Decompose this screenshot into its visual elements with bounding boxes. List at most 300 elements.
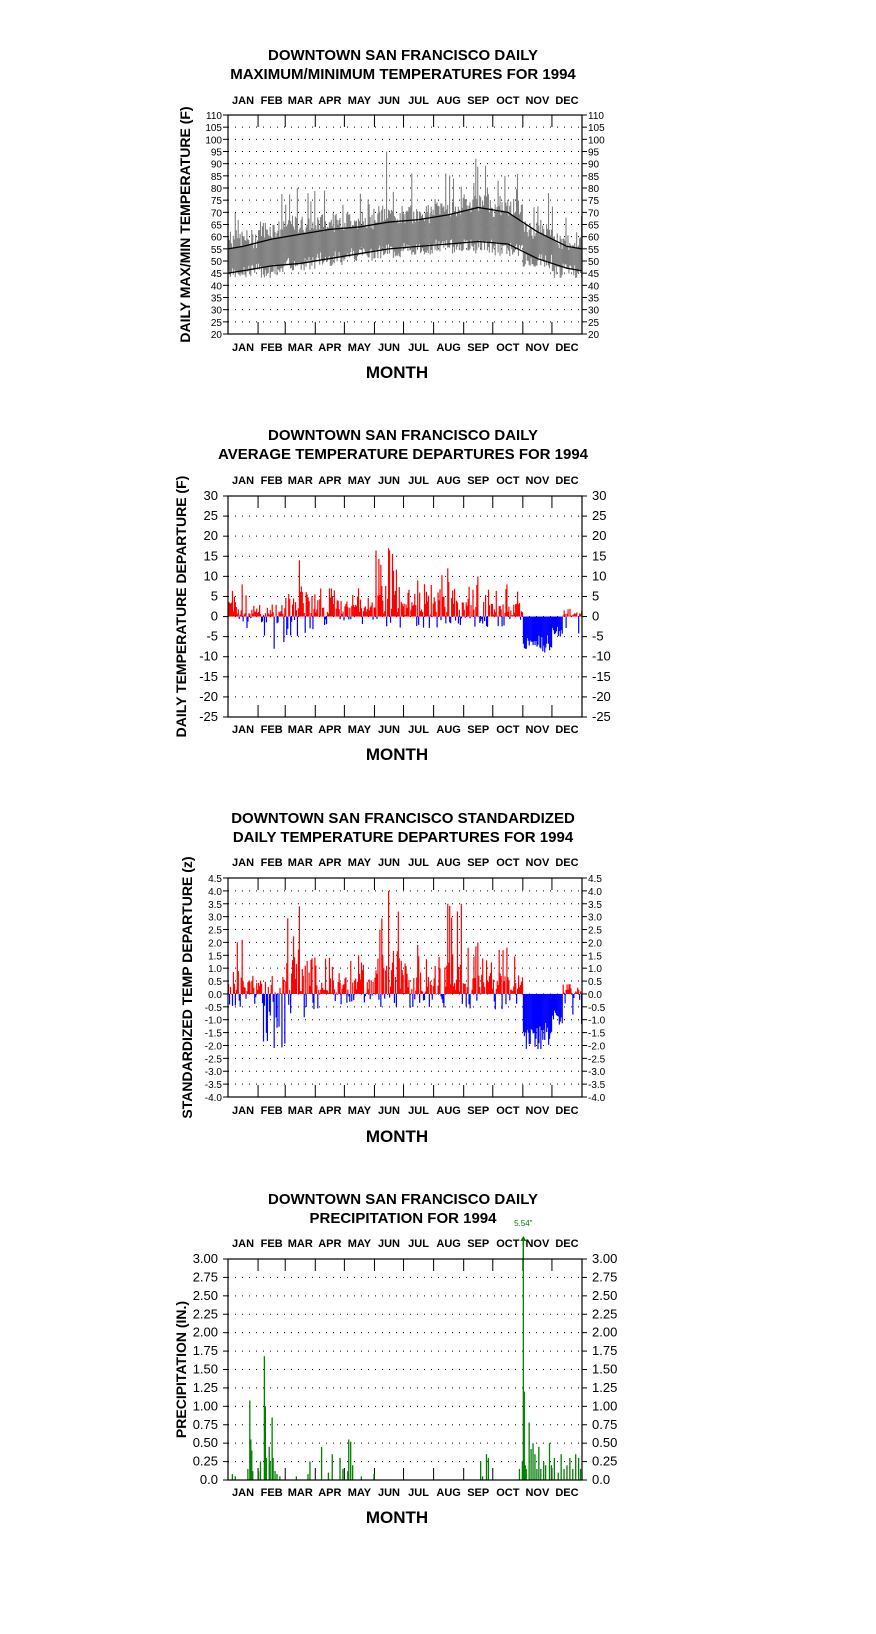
y-tick-label-left: 20 bbox=[203, 528, 218, 544]
departure-bar-positive bbox=[501, 609, 502, 616]
departure-bar-negative bbox=[495, 994, 496, 1009]
departure-bar-negative bbox=[432, 617, 433, 618]
month-label-bottom: FEB bbox=[260, 1487, 283, 1499]
y-tick-label-right: 25 bbox=[592, 508, 607, 524]
y-tick-label-left: 0.25 bbox=[192, 1453, 218, 1469]
departure-bar-positive bbox=[578, 990, 579, 994]
month-label-bottom: DEC bbox=[555, 1105, 579, 1117]
departure-bar-negative bbox=[484, 617, 485, 622]
y-tick-label-left: 30 bbox=[203, 488, 218, 503]
departure-bar-negative bbox=[351, 994, 352, 1002]
departure-bar-positive bbox=[519, 603, 520, 616]
chart-1 bbox=[177, 47, 605, 382]
x-axis-label: MONTH bbox=[365, 363, 429, 382]
departure-bar-positive bbox=[372, 602, 373, 616]
month-label-bottom: FEB bbox=[260, 724, 283, 736]
departure-bar-positive bbox=[263, 615, 264, 617]
departure-bar-positive bbox=[563, 985, 564, 994]
departure-bar-negative bbox=[309, 617, 310, 629]
departure-bar-positive bbox=[307, 961, 308, 994]
month-label-top: FEB bbox=[260, 1238, 283, 1250]
departure-bar-positive bbox=[268, 987, 269, 994]
departure-bar-positive bbox=[504, 976, 505, 994]
departure-bar-negative bbox=[297, 617, 298, 636]
y-tick-label-right: 1.75 bbox=[592, 1343, 618, 1359]
departure-bar-negative bbox=[573, 994, 574, 998]
departure-bar-negative bbox=[317, 994, 318, 1008]
month-label-top: AUG bbox=[436, 857, 461, 869]
departure-bar-negative bbox=[343, 617, 344, 621]
departure-bar-negative bbox=[509, 994, 510, 1000]
month-label-top: MAR bbox=[287, 95, 313, 107]
departure-bar-negative bbox=[290, 994, 291, 1013]
y-tick-label-right: 20 bbox=[588, 330, 600, 341]
departure-bar-positive bbox=[502, 604, 503, 616]
departure-bar-positive bbox=[576, 612, 577, 616]
y-tick-label-right: 70 bbox=[588, 208, 600, 220]
departure-bar-negative bbox=[466, 994, 467, 1006]
departure-bar-negative bbox=[281, 994, 282, 1047]
departure-bar-positive bbox=[457, 602, 458, 616]
departure-bar-negative bbox=[229, 994, 230, 1004]
departure-bar-negative bbox=[378, 994, 379, 1000]
y-tick-label-right: -1.0 bbox=[588, 1015, 606, 1027]
month-label-bottom: FEB bbox=[260, 342, 283, 354]
departure-bar-negative bbox=[579, 994, 580, 1000]
month-label-top: APR bbox=[318, 857, 342, 869]
departure-bar-negative bbox=[380, 994, 381, 1007]
departure-bar-positive bbox=[272, 976, 273, 994]
departure-bar-positive bbox=[522, 612, 523, 616]
departure-bar-positive bbox=[336, 992, 337, 994]
departure-bar-negative bbox=[235, 994, 236, 1006]
departure-bar-negative bbox=[340, 617, 341, 620]
departure-bar-positive bbox=[439, 968, 440, 994]
departure-bar-negative bbox=[362, 617, 363, 624]
departure-bar-negative bbox=[423, 617, 424, 628]
departure-bar-negative bbox=[455, 617, 456, 621]
month-label-top: AUG bbox=[436, 475, 461, 487]
y-tick-label-right: 0.50 bbox=[592, 1435, 618, 1451]
y-tick-label-left: 85 bbox=[210, 171, 222, 183]
y-tick-label-right: 2.50 bbox=[592, 1287, 618, 1303]
departure-bar-positive bbox=[508, 607, 509, 617]
y-tick-label-left: 100 bbox=[205, 135, 222, 147]
departure-bar-positive bbox=[275, 992, 276, 993]
chart-title-line-1: DOWNTOWN SAN FRANCISCO DAILY bbox=[268, 427, 538, 444]
departure-bar-negative bbox=[255, 994, 256, 997]
y-tick-label-left: 2.0 bbox=[208, 938, 222, 950]
departure-bar-positive bbox=[396, 570, 397, 617]
y-tick-label-right: 50 bbox=[588, 257, 600, 268]
chart-3 bbox=[179, 810, 606, 1146]
departure-bar-positive bbox=[303, 976, 304, 994]
y-tick-label-right: 2.75 bbox=[592, 1269, 618, 1285]
month-label-bottom: JUL bbox=[408, 1487, 429, 1499]
month-label-bottom: JAN bbox=[232, 1105, 255, 1117]
departure-bar-positive bbox=[395, 977, 396, 994]
y-tick-label-right: -5 bbox=[592, 628, 604, 644]
y-tick-label-right: 0 bbox=[592, 608, 600, 624]
month-label-top: JAN bbox=[232, 1238, 255, 1250]
y-tick-label-right: -0.5 bbox=[588, 1002, 606, 1014]
departure-bar-negative bbox=[353, 994, 354, 1000]
departure-bar-positive bbox=[289, 990, 290, 994]
departure-bar-negative bbox=[370, 994, 371, 999]
departure-bar-negative bbox=[520, 617, 521, 620]
month-label-top: SEP bbox=[467, 857, 490, 869]
y-tick-label-right: 3.0 bbox=[588, 912, 602, 924]
month-label-bottom: DEC bbox=[555, 1487, 579, 1499]
departure-bar-negative bbox=[349, 994, 350, 1002]
month-label-top: JAN bbox=[232, 857, 255, 869]
departure-bar-positive bbox=[393, 951, 394, 994]
departure-bar-positive bbox=[448, 582, 449, 617]
month-label-bottom: JUN bbox=[377, 1487, 401, 1499]
departure-bar-positive bbox=[458, 967, 459, 994]
month-label-bottom: JUN bbox=[377, 342, 401, 354]
y-tick-label-right: 45 bbox=[588, 269, 600, 281]
departure-bar-negative bbox=[458, 617, 459, 624]
departure-bar-positive bbox=[287, 918, 288, 994]
month-label-bottom: OCT bbox=[496, 724, 520, 736]
chart-title-line-2: AVERAGE TEMPERATURE DEPARTURES FOR 1994 bbox=[217, 446, 589, 463]
month-label-bottom: AUG bbox=[436, 1487, 461, 1499]
precip-annotation: 5.54" bbox=[514, 1219, 533, 1228]
y-tick-label-right: 1.0 bbox=[588, 964, 602, 976]
y-tick-label-right: 1.5 bbox=[588, 951, 602, 963]
month-label-top: MAR bbox=[287, 857, 313, 869]
chart-4 bbox=[173, 1191, 617, 1527]
y-tick-label-left: 75 bbox=[210, 196, 222, 208]
departure-bar-negative bbox=[278, 994, 279, 1027]
departure-bar-positive bbox=[501, 976, 502, 994]
y-tick-label-right: -1.5 bbox=[588, 1028, 606, 1040]
y-tick-label-left: 2.5 bbox=[208, 925, 222, 937]
month-label-bottom: MAY bbox=[347, 1487, 372, 1499]
month-label-top: JUN bbox=[377, 1238, 401, 1250]
y-tick-label-right: 3.00 bbox=[592, 1251, 618, 1266]
y-tick-label-left: -3.0 bbox=[204, 1067, 222, 1079]
month-label-top: JUL bbox=[408, 857, 429, 869]
departure-bar-negative bbox=[337, 994, 338, 995]
month-label-top: APR bbox=[318, 95, 342, 107]
departure-bar-positive bbox=[422, 992, 423, 994]
departure-bar-negative bbox=[461, 617, 462, 619]
departure-bar-negative bbox=[432, 994, 433, 1000]
departure-bar-positive bbox=[454, 589, 455, 617]
y-tick-label-left: 2.00 bbox=[192, 1324, 218, 1340]
y-tick-label-right: 35 bbox=[588, 293, 600, 305]
departure-bar-positive bbox=[459, 610, 460, 617]
departure-bar-positive bbox=[371, 980, 372, 994]
departure-bar-negative bbox=[386, 617, 387, 627]
y-tick-label-left: 95 bbox=[210, 147, 222, 159]
departure-bar-positive bbox=[316, 985, 317, 994]
departure-bar-negative bbox=[326, 617, 327, 625]
departure-bar-negative bbox=[243, 617, 244, 622]
y-tick-label-right: -15 bbox=[592, 668, 611, 684]
month-label-top: SEP bbox=[467, 95, 490, 107]
month-label-top: FEB bbox=[260, 857, 283, 869]
departure-bar-positive bbox=[242, 584, 243, 616]
departure-bar-positive bbox=[428, 596, 429, 617]
departure-bar-positive bbox=[253, 988, 254, 994]
y-tick-label-right: 1.00 bbox=[592, 1398, 618, 1414]
departure-bar-negative bbox=[276, 994, 277, 1028]
y-tick-label-left: -0.5 bbox=[204, 1002, 222, 1014]
month-label-bottom: MAR bbox=[287, 724, 313, 736]
departure-bar-negative bbox=[429, 994, 430, 1007]
departure-bar-negative bbox=[250, 617, 251, 619]
month-label-top: OCT bbox=[496, 1238, 520, 1250]
y-tick-label-left: 1.0 bbox=[208, 964, 222, 976]
departure-bar-positive bbox=[435, 966, 436, 994]
y-tick-label-right: 90 bbox=[588, 159, 600, 171]
y-tick-label-left: -2.0 bbox=[204, 1041, 222, 1053]
month-label-bottom: MAY bbox=[347, 724, 372, 736]
chart-title-line-1: DOWNTOWN SAN FRANCISCO STANDARDIZED bbox=[231, 810, 575, 827]
month-label-top: OCT bbox=[496, 95, 520, 107]
y-tick-label-right: 2.5 bbox=[588, 925, 602, 937]
y-tick-label-left: 1.5 bbox=[208, 951, 222, 963]
departure-bar-positive bbox=[461, 904, 462, 994]
y-tick-label-right: 4.0 bbox=[588, 886, 602, 898]
departure-bar-positive bbox=[289, 599, 290, 617]
departure-bar-positive bbox=[318, 990, 319, 994]
departure-bar-positive bbox=[260, 614, 261, 616]
departure-bar-negative bbox=[291, 617, 292, 622]
departure-bar-negative bbox=[394, 994, 395, 1003]
departure-bar-positive bbox=[379, 930, 380, 994]
month-label-top: MAY bbox=[347, 95, 372, 107]
departure-bar-positive bbox=[408, 980, 409, 994]
y-tick-label-left: 2.50 bbox=[192, 1287, 218, 1303]
y-tick-label-right: 2.25 bbox=[592, 1306, 618, 1322]
departure-bar-negative bbox=[443, 994, 444, 1008]
month-label-top: FEB bbox=[260, 475, 283, 487]
departure-bar-negative bbox=[350, 617, 351, 620]
month-label-top: NOV bbox=[525, 475, 550, 487]
departure-bar-positive bbox=[305, 966, 306, 994]
month-label-bottom: SEP bbox=[467, 724, 490, 736]
month-label-bottom: DEC bbox=[555, 342, 579, 354]
departure-bar-negative bbox=[414, 994, 415, 999]
departure-bar-positive bbox=[465, 984, 466, 994]
departure-bar-negative bbox=[409, 994, 410, 1008]
month-label-bottom: NOV bbox=[525, 1487, 550, 1499]
departure-bar-positive bbox=[296, 610, 297, 616]
month-label-top: OCT bbox=[496, 475, 520, 487]
month-label-bottom: SEP bbox=[467, 1105, 490, 1117]
month-label-bottom: MAR bbox=[287, 342, 313, 354]
departure-bar-negative bbox=[396, 994, 397, 1006]
y-tick-label-right: -4.0 bbox=[588, 1093, 606, 1104]
y-tick-label-left: 30 bbox=[210, 305, 222, 317]
departure-bar-negative bbox=[387, 994, 388, 995]
departure-bar-positive bbox=[244, 988, 245, 994]
departure-bar-positive bbox=[345, 977, 346, 994]
y-tick-label-left: 15 bbox=[203, 548, 218, 564]
departure-bar-negative bbox=[283, 617, 284, 642]
month-label-bottom: AUG bbox=[436, 342, 461, 354]
y-tick-label-right: 0.5 bbox=[588, 977, 602, 989]
month-label-top: APR bbox=[318, 475, 342, 487]
y-tick-label-left: 1.25 bbox=[192, 1379, 218, 1395]
departure-bar-negative bbox=[239, 617, 240, 619]
y-tick-label-left: 0.0 bbox=[199, 1472, 218, 1487]
departure-bar-negative bbox=[505, 994, 506, 1004]
departure-bar-positive bbox=[361, 608, 362, 616]
departure-bar-negative bbox=[474, 617, 475, 627]
departure-bar-positive bbox=[372, 982, 373, 994]
departure-bar-negative bbox=[487, 617, 488, 627]
y-tick-label-right: -3.0 bbox=[588, 1067, 606, 1079]
departure-bar-negative bbox=[469, 994, 470, 1008]
y-tick-label-left: 25 bbox=[203, 508, 218, 524]
y-tick-label-left: 70 bbox=[210, 208, 222, 220]
chart-title-line-1: DOWNTOWN SAN FRANCISCO DAILY bbox=[268, 1191, 538, 1208]
departure-bar-positive bbox=[489, 605, 490, 616]
month-label-bottom: NOV bbox=[525, 724, 550, 736]
x-axis-label: MONTH bbox=[365, 745, 429, 764]
chart-title-line-2: MAXIMUM/MINIMUM TEMPERATURES FOR 1994 bbox=[230, 66, 576, 83]
month-label-top: NOV bbox=[525, 1238, 550, 1250]
y-tick-label-right: 105 bbox=[588, 123, 605, 135]
departure-bar-positive bbox=[334, 989, 335, 994]
departure-bar-negative bbox=[562, 994, 563, 1023]
month-label-top: FEB bbox=[260, 95, 283, 107]
departure-bar-positive bbox=[265, 613, 266, 616]
departure-bar-negative bbox=[274, 617, 275, 649]
departure-bar-positive bbox=[399, 587, 400, 616]
chart-title-line-2: DAILY TEMPERATURE DEPARTURES FOR 1994 bbox=[232, 829, 574, 846]
departure-bar-positive bbox=[299, 906, 300, 994]
departure-bar-positive bbox=[389, 550, 390, 616]
plot-frame bbox=[228, 496, 582, 717]
departure-bar-positive bbox=[564, 993, 565, 994]
month-label-bottom: AUG bbox=[436, 724, 461, 736]
month-label-bottom: JUL bbox=[408, 342, 429, 354]
y-tick-label-right: 2.00 bbox=[592, 1324, 618, 1340]
departure-bar-negative bbox=[340, 994, 341, 1004]
departure-bar-positive bbox=[234, 984, 235, 994]
departure-bar-positive bbox=[347, 607, 348, 616]
departure-bar-positive bbox=[408, 590, 409, 617]
departure-bar-negative bbox=[498, 617, 499, 627]
departure-bar-positive bbox=[411, 989, 412, 994]
month-label-bottom: APR bbox=[318, 724, 342, 736]
y-tick-label-left: 4.0 bbox=[208, 886, 222, 898]
y-tick-label-right: -25 bbox=[592, 709, 611, 724]
y-tick-label-left: -15 bbox=[199, 668, 218, 684]
y-tick-label-left: -1.0 bbox=[204, 1015, 222, 1027]
y-tick-label-left: 80 bbox=[210, 184, 222, 195]
departure-bar-negative bbox=[267, 994, 268, 1041]
month-label-bottom: DEC bbox=[555, 724, 579, 736]
departure-bar-negative bbox=[274, 994, 275, 1048]
month-label-bottom: OCT bbox=[496, 1105, 520, 1117]
y-tick-label-right: 30 bbox=[588, 305, 600, 317]
departure-bar-positive bbox=[404, 604, 405, 617]
y-tick-label-right: -3.5 bbox=[588, 1080, 606, 1092]
departure-bar-positive bbox=[273, 612, 274, 616]
departure-bar-positive bbox=[352, 983, 353, 994]
y-tick-label-left: -10 bbox=[199, 648, 218, 664]
departure-bar-positive bbox=[571, 993, 572, 994]
month-label-top: AUG bbox=[436, 1238, 461, 1250]
departure-bar-positive bbox=[483, 602, 484, 617]
y-tick-label-left: -5 bbox=[206, 628, 218, 644]
departure-bar-negative bbox=[450, 617, 451, 624]
departure-bar-negative bbox=[266, 617, 267, 623]
departure-bar-positive bbox=[493, 980, 494, 994]
departure-bar-negative bbox=[264, 617, 265, 636]
departure-bar-positive bbox=[399, 958, 400, 994]
departure-bar-negative bbox=[501, 617, 502, 627]
departure-bar-negative bbox=[313, 994, 314, 1009]
y-tick-label-left: -20 bbox=[199, 688, 218, 704]
y-tick-label-left: 110 bbox=[206, 111, 222, 122]
y-tick-label-left: 55 bbox=[210, 244, 222, 256]
departure-bar-negative bbox=[270, 994, 271, 1016]
y-tick-label-left: 60 bbox=[210, 232, 222, 244]
month-label-top: OCT bbox=[496, 857, 520, 869]
y-tick-label-left: 25 bbox=[210, 317, 222, 329]
departure-bar-positive bbox=[325, 959, 326, 994]
departure-bar-negative bbox=[306, 994, 307, 1007]
month-label-bottom: JUL bbox=[408, 724, 429, 736]
departure-bar-positive bbox=[567, 609, 568, 616]
departure-bar-positive bbox=[320, 589, 321, 617]
departure-bar-positive bbox=[276, 605, 277, 617]
departure-bar-positive bbox=[386, 966, 387, 994]
departure-bar-negative bbox=[416, 617, 417, 626]
y-tick-label-right: 30 bbox=[592, 488, 607, 503]
month-label-top: JAN bbox=[232, 95, 255, 107]
month-label-top: MAR bbox=[287, 1238, 313, 1250]
departure-bar-negative bbox=[437, 617, 438, 628]
y-tick-label-left: -1.5 bbox=[204, 1028, 222, 1040]
month-label-top: DEC bbox=[555, 95, 579, 107]
y-tick-label-left: 1.75 bbox=[192, 1343, 218, 1359]
month-label-bottom: MAR bbox=[287, 1105, 313, 1117]
departure-bar-positive bbox=[377, 959, 378, 994]
month-label-top: JUL bbox=[408, 95, 429, 107]
departure-bar-positive bbox=[403, 975, 404, 994]
month-label-bottom: OCT bbox=[496, 342, 520, 354]
y-tick-label-right: 0.0 bbox=[588, 989, 602, 1001]
y-tick-label-left: 45 bbox=[210, 269, 222, 281]
departure-bar-positive bbox=[469, 587, 470, 617]
departure-bar-positive bbox=[431, 985, 432, 994]
month-label-bottom: MAY bbox=[347, 1105, 372, 1117]
departure-bar-positive bbox=[265, 982, 266, 994]
departure-bar-positive bbox=[485, 595, 486, 617]
y-tick-label-right: 40 bbox=[588, 281, 600, 293]
departure-bar-positive bbox=[311, 958, 312, 994]
departure-bar-positive bbox=[296, 964, 297, 994]
x-axis-label: MONTH bbox=[365, 1508, 429, 1527]
month-label-bottom: JAN bbox=[232, 724, 255, 736]
departure-bar-positive bbox=[279, 988, 280, 994]
departure-bar-positive bbox=[249, 614, 250, 617]
y-tick-label-left: 0.0 bbox=[208, 989, 222, 1001]
departure-bar-negative bbox=[305, 617, 306, 633]
y-tick-label-right: -2.0 bbox=[588, 1041, 606, 1053]
departure-bar-positive bbox=[317, 600, 318, 616]
month-label-bottom: SEP bbox=[467, 1487, 490, 1499]
